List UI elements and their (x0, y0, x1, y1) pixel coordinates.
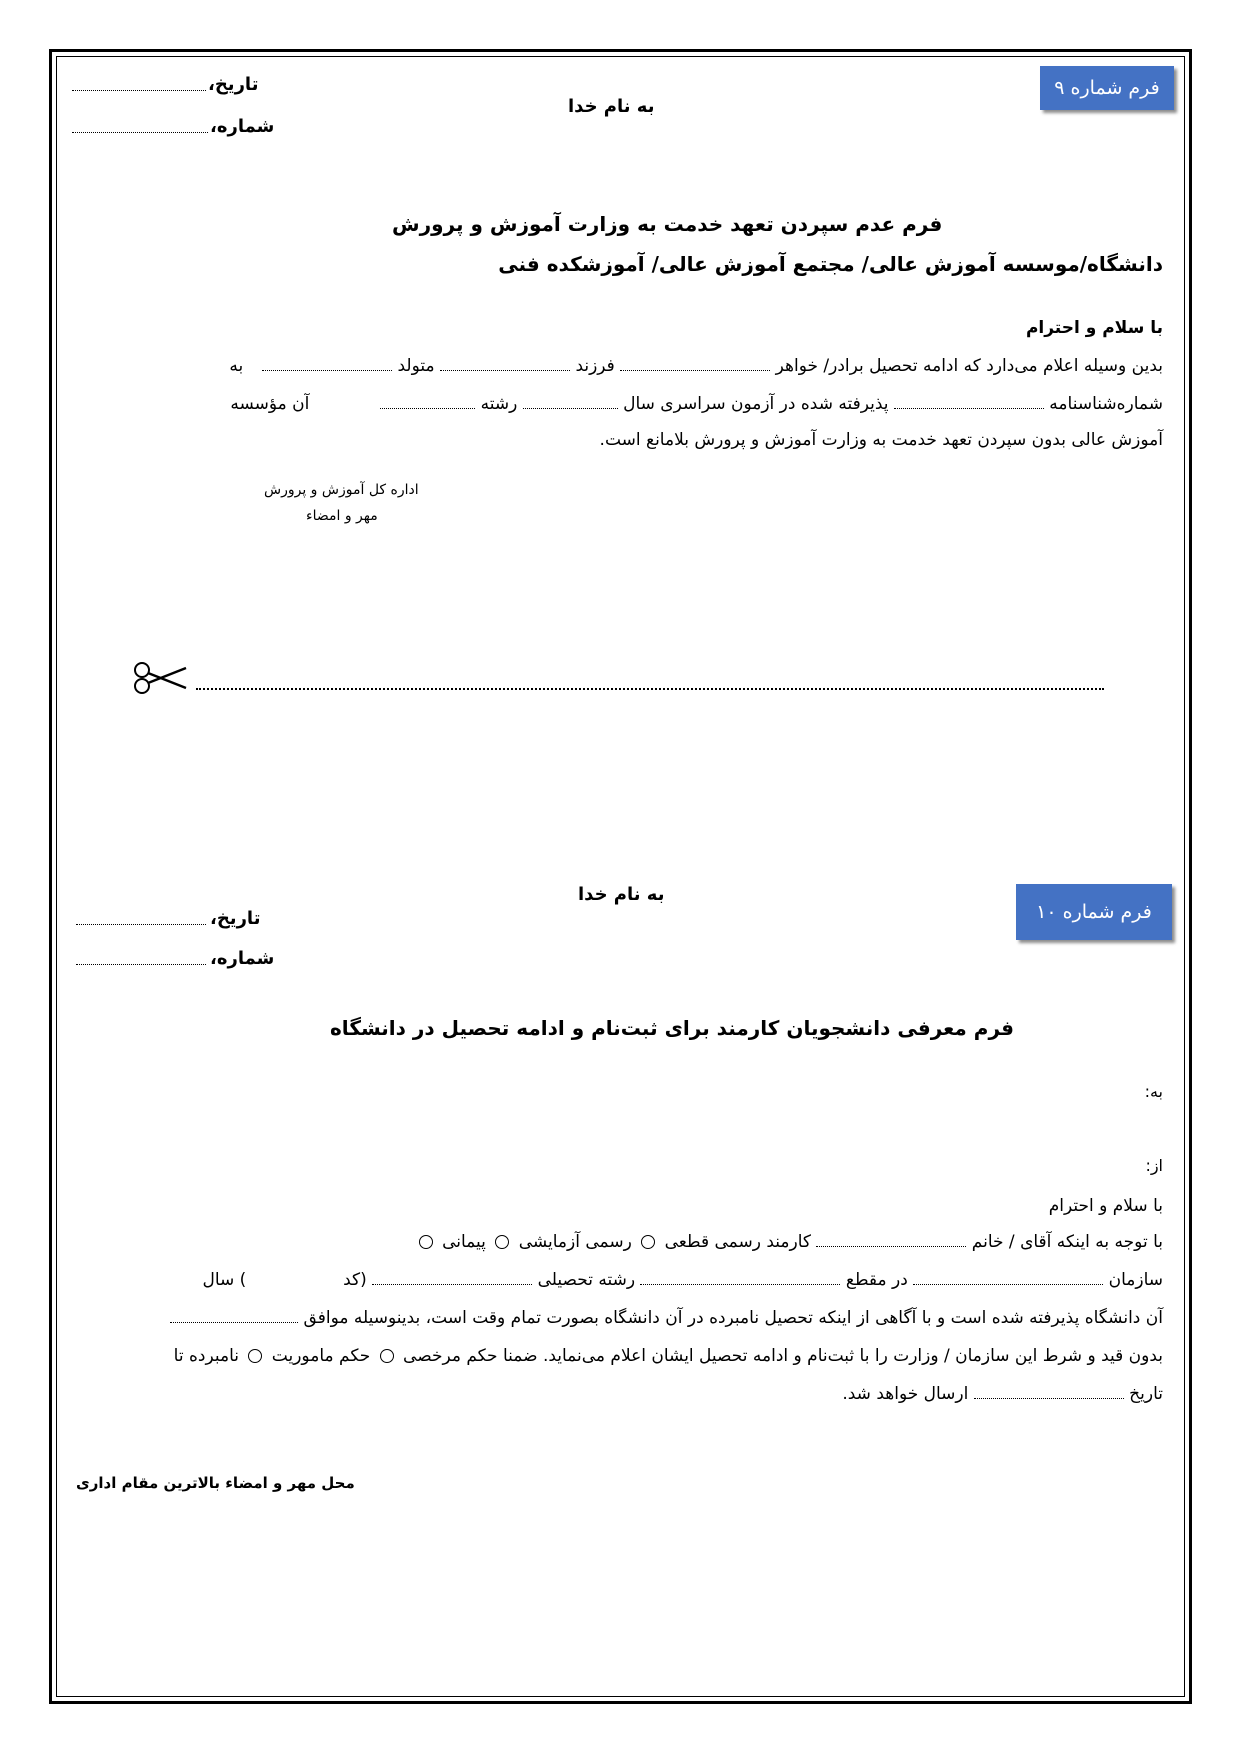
form9-seal-label: مهر و امضاء (306, 508, 378, 524)
form10-organization-field[interactable] (913, 1283, 1103, 1285)
form10-degree-field[interactable] (640, 1283, 840, 1285)
permanent-employee-radio[interactable] (641, 1235, 655, 1249)
form10-body-line1: با توجه به اینکه آقای / خانم کارمند رسمی قطعی رسمی آزمایشی پیمانی (415, 1232, 1163, 1252)
form10-body-line2: سازمان در مقطع رشته تحصیلی (کد ) سال (202, 1270, 1163, 1290)
form10-major-field[interactable] (372, 1283, 532, 1285)
form9-number-label: شماره، (210, 116, 275, 137)
probationary-employee-radio[interactable] (495, 1235, 509, 1249)
form10-end-date-field[interactable] (974, 1397, 1124, 1399)
scissors-icon (130, 660, 190, 696)
form10-from-label: از: (1145, 1156, 1163, 1175)
form10-year-field[interactable] (170, 1321, 298, 1323)
form9-year-field[interactable] (523, 407, 618, 409)
form10-number-label: شماره، (210, 948, 275, 969)
form9-body-line2: شماره‌شناسنامه پذیرفته شده در آزمون سراسری سال رشته آن مؤسسه (230, 394, 1163, 414)
form9-id-number-field[interactable] (894, 407, 1044, 409)
form9-bismillah: به نام خدا (568, 96, 655, 117)
form10-name-field[interactable] (816, 1245, 966, 1247)
form10-title: فرم معرفی دانشجویان کارمند برای ثبت‌نام و ادامه تحصیل در دانشگاه (330, 1016, 1014, 1040)
form9-name-field[interactable] (620, 369, 770, 371)
form10-date-field[interactable] (76, 924, 206, 925)
form10-bismillah: به نام خدا (578, 884, 665, 905)
page-border-inner (56, 56, 1185, 1697)
form9-salutation: با سلام و احترام (1025, 318, 1163, 338)
form9-body-line1: بدین وسیله اعلام می‌دارد که ادامه تحصیل برادر/ خواهر فرزند متولد به (229, 356, 1163, 376)
form10-body-line3: آن دانشگاه پذیرفته شده است و با آگاهی از اینکه تحصیل نامبرده در آن دانشگاه بصورت تمام وقت است، بدینوسیله موافق (170, 1308, 1163, 1328)
mission-order-radio[interactable] (248, 1349, 262, 1363)
form10-badge: فرم شماره ۱۰ (1016, 884, 1172, 940)
cut-line (196, 688, 1104, 690)
form10-signature-label: محل مهر و امضاء بالاترین مقام اداری (76, 1474, 355, 1492)
form10-date-label: تاریخ، (210, 908, 261, 929)
form9-major-field[interactable] (380, 407, 475, 409)
form9-father-field[interactable] (440, 369, 570, 371)
form10-body-line5: تاریخ ارسال خواهد شد. (842, 1384, 1163, 1404)
form10-body-line4: بدون قید و شرط این سازمان / وزارت را با ثبت‌نام و ادامه تحصیل ایشان اعلام می‌نماید. ضمنا حکم مرخصی حکم ماموریت نامبرده تا (173, 1346, 1163, 1366)
form10-to-label: به: (1144, 1082, 1163, 1101)
form10-salutation: با سلام و احترام (1048, 1196, 1163, 1216)
form9-badge: فرم شماره ۹ (1040, 66, 1174, 110)
form9-title: فرم عدم سپردن تعهد خدمت به وزارت آموزش و پرورش (392, 212, 943, 236)
form9-number-field[interactable] (72, 132, 208, 133)
form10-number-field[interactable] (76, 964, 206, 965)
form9-date-label: تاریخ، (208, 74, 259, 95)
form9-date-field[interactable] (72, 90, 206, 91)
form9-subtitle: دانشگاه/موسسه آموزش عالی/ مجتمع آموزش عالی/ آموزشکده فنی (498, 252, 1163, 276)
contract-employee-radio[interactable] (419, 1235, 433, 1249)
form9-office-label: اداره کل آموزش و پرورش (264, 482, 419, 498)
leave-order-radio[interactable] (380, 1349, 394, 1363)
form9-birthplace-field[interactable] (262, 369, 392, 371)
form9-body-line3: آموزش عالی بدون سپردن تعهد خدمت به وزارت آموزش و پرورش بلامانع است. (599, 430, 1163, 450)
